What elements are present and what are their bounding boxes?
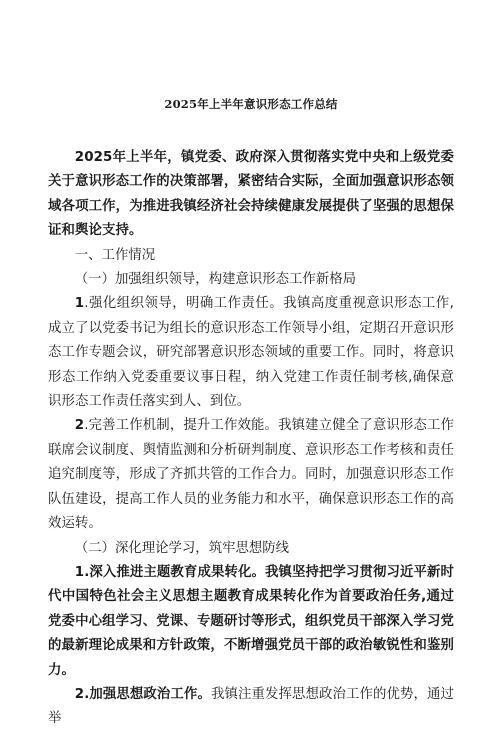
item-number: 1 [74,564,85,580]
subsection-heading-organization: （一）加强组织领导，构建意识形态工作新格局 [74,272,356,288]
subsection-heading-theory-study: （二）深化理论学习，筑牢思想防线 [74,540,290,556]
item-number: 1 [74,296,85,312]
item-body: 我镇建立健全了意识形态工作联席会议制度、舆情监测和分析研判制度、意识形态工作考核和责任追究制度等，形成了齐抓共管的工作合力。同时，加强意识形态工作队伍建设，提高工作人员的业务能力和水平，确保意识形态工作的高效运转。 [48,418,454,532]
item-body: 我镇注重发挥思想政治工作的优势，通过举 [48,686,454,727]
item-lead: .加强思想政治工作。 [84,686,211,702]
paragraph-2-1 [48,561,454,683]
item-lead: .完善工作机制，提升工作效能。 [84,418,279,434]
item-body: 我镇高度重视意识形态工作,成立了以党委书记为组长的意识形态工作领导小组，定期召开意识形态工作专题会议，研究部署意识形态领域的重要工作。同时，将意识形态工作纳入党委重要议事日程，纳入党建工作责任制考核,确保意识形态工作责任落实到人、到位。 [48,296,454,410]
paragraph-2-2 [48,683,454,732]
item-number: 2 [74,686,85,702]
section-heading-work-status: 一、工作情况 [74,247,156,263]
document-title: 2025年上半年意识形态工作总结 [164,97,338,111]
item-lead: .深入推进主题教育成果转化。 [84,564,265,580]
item-lead: .强化组织领导，明确工作责任。 [84,296,284,312]
paragraph-1-2 [48,414,454,536]
paragraph-1-1 [48,292,454,414]
intro-paragraph: 2025年上半年，镇党委、政府深入贯彻落实党中央和上级党委关于意识形态工作的决策部署，紧密结合实际，全面加强意识形态领域各项工作，为推进我镇经济社会持续健康发展提供了坚强的思想保证和舆论支持。 [48,150,454,239]
item-body: 我镇坚持把学习贯彻习近平新时代中国特色社会主义思想主题教育成果转化作为首要政治任务,通过党委中心组学习、党课、专题研讨等形式，组织党员干部深入学习党的最新理论成果和方针政策，不断增强党员干部的政治敏锐性和鉴别力。 [48,564,454,678]
item-number: 2 [74,418,85,434]
